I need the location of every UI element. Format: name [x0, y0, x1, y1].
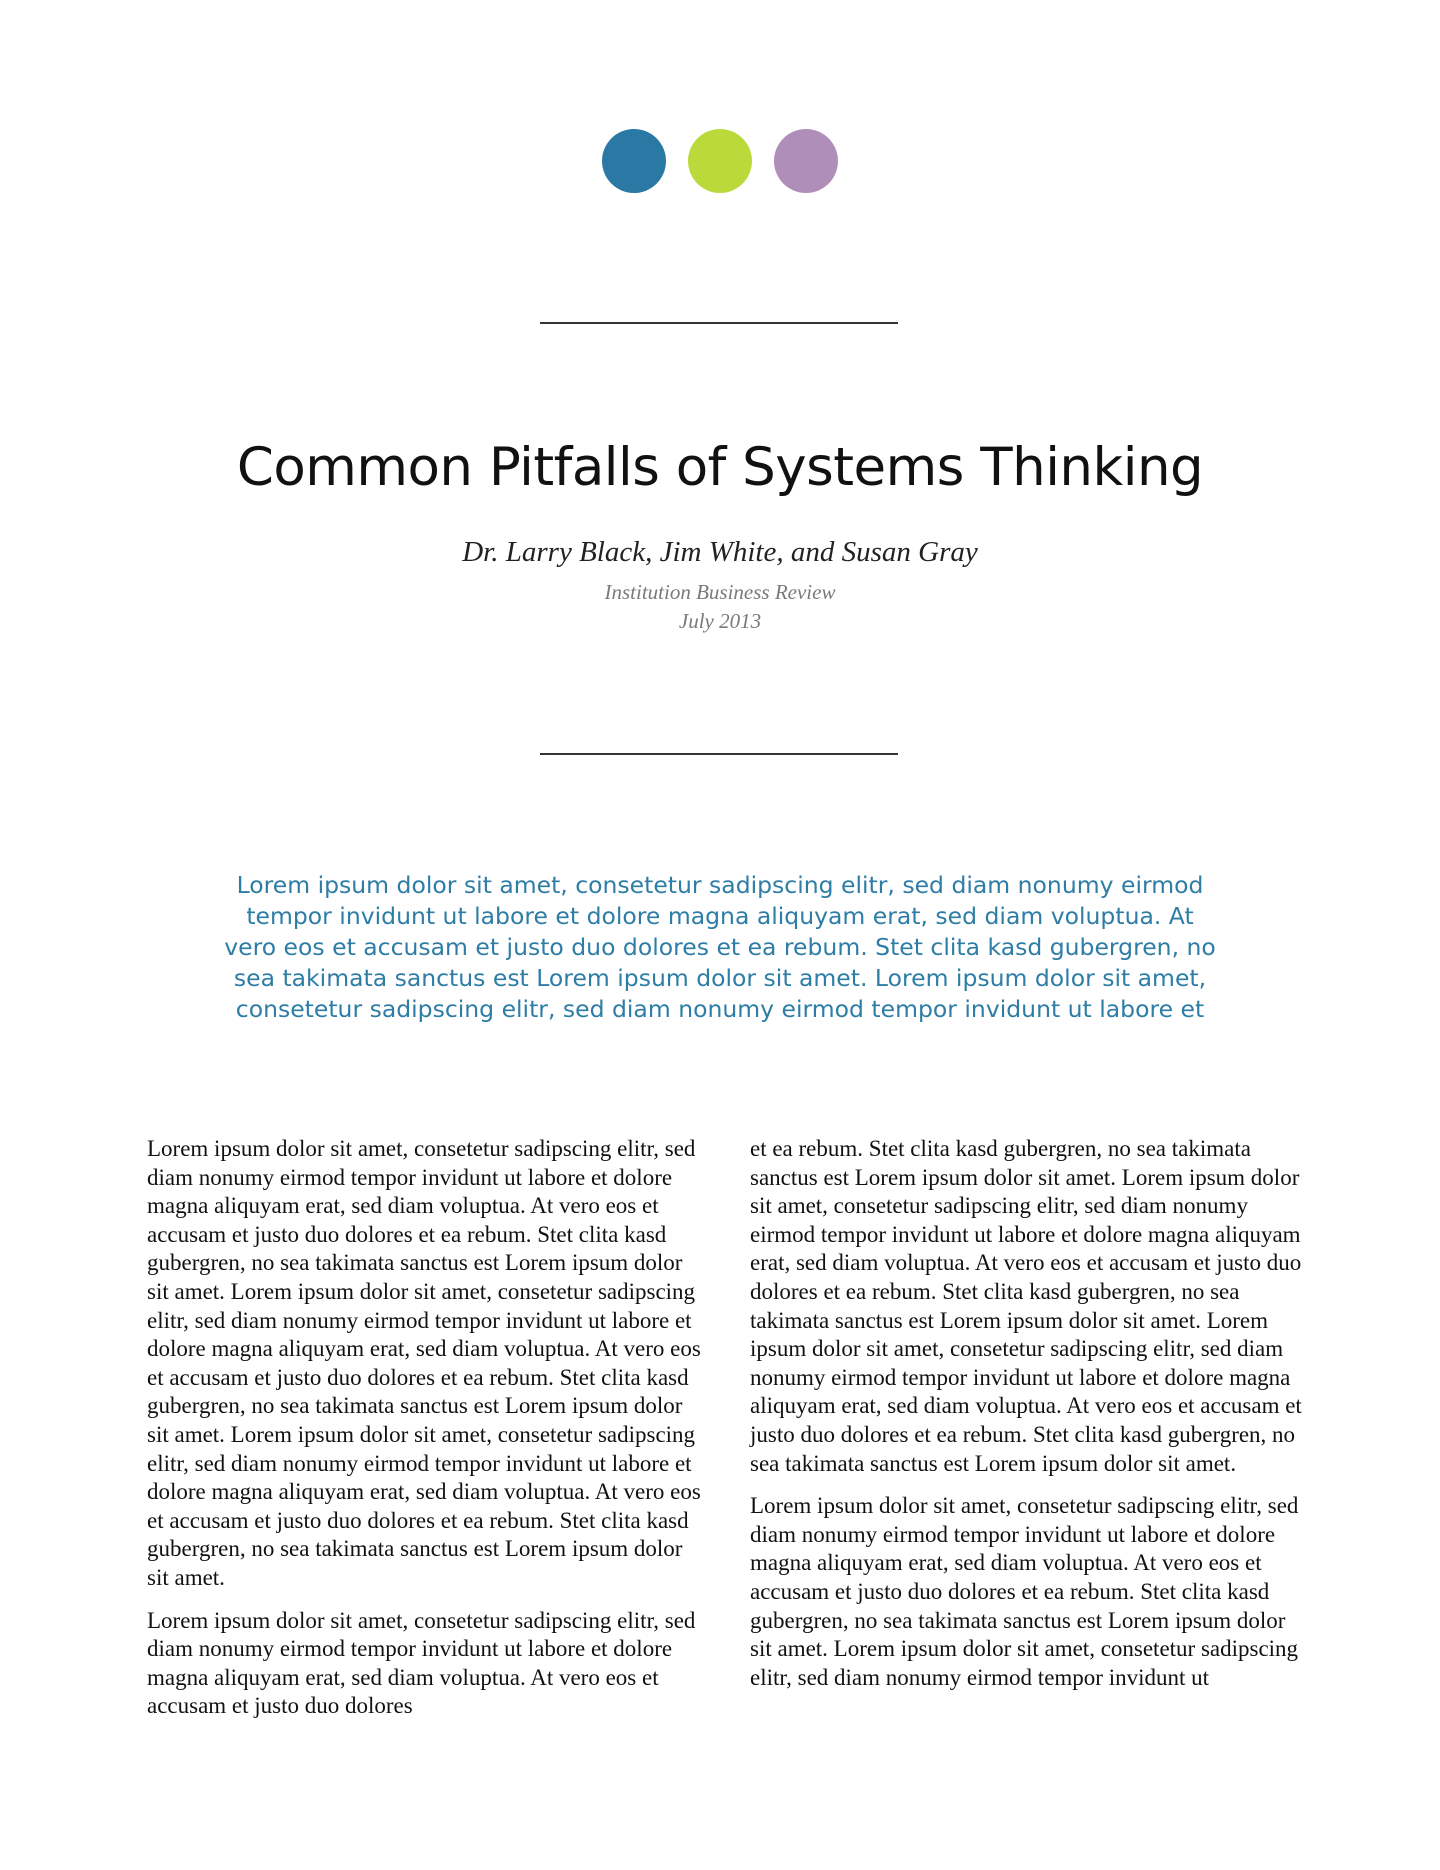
top-divider — [540, 322, 898, 324]
body-columns — [147, 1135, 1307, 1735]
dot-green — [688, 129, 752, 193]
dot-blue — [602, 129, 666, 193]
publication-date: July 2013 — [678, 609, 762, 633]
body-paragraph: Lorem ipsum dolor sit amet, consetetur sadipscing elitr, sed diam nonumy eirmod tempor invidunt ut labore et dolore magna aliquyam erat, sed diam voluptua. At vero eos et accusam et justo duo dolores et ea rebum. Stet clita kasd gubergren, no sea takimata sanctus est Lorem ipsum dolor sit amet. Lorem ipsum dolor sit amet, consetetur sadipscing elitr, sed diam nonumy eirmod tempor invidunt ut labore et dolore magna aliquyam erat, sed diam voluptua. At vero eos et accusam et justo duo dolores et ea rebum. Stet clita kasd gubergren, no sea takimata sanctus est Lorem ipsum dolor sit amet. Lorem ipsum dolor sit amet, consetetur sadipscing elitr, sed diam nonumy eirmod tempor invidunt ut labore et dolore magna aliquyam erat, sed diam voluptua. At vero eos et accusam et justo duo dolores et ea rebum. Stet clita kasd gubergren, no sea takimata sanctus est Lorem ipsum dolor sit amet. — [147, 1136, 701, 1590]
abstract: Lorem ipsum dolor sit amet, consetetur sadipscing elitr, sed diam nonumy eirmod tempor invidunt ut labore et dolore magna aliquyam erat, sed diam voluptua. At vero eos et accusam et justo duo dolores et ea rebum. Stet clita kasd gubergren, no sea takimata sanctus est Lorem ipsum dolor sit amet. Lorem ipsum dolor sit amet, consetetur sadipscing elitr, sed diam nonumy eirmod tempor invidunt ut labore et — [224, 871, 1216, 1023]
right-column — [750, 1135, 1307, 1735]
body-paragraph: Lorem ipsum dolor sit amet, consetetur sadipscing elitr, sed diam nonumy eirmod tempor invidunt ut labore et dolore magna aliquyam erat, sed diam voluptua. At vero eos et accusam et justo duo dolores et ea rebum. Stet clita kasd gubergren, no sea takimata sanctus est Lorem ipsum dolor sit amet. Lorem ipsum dolor sit amet, consetetur sadipscing elitr, sed diam nonumy eirmod tempor invidunt ut — [750, 1493, 1299, 1690]
left-column — [147, 1135, 704, 1735]
brand-dots — [0, 129, 1440, 193]
publication-name: Institution Business Review — [604, 580, 836, 604]
body-paragraph: et ea rebum. Stet clita kasd gubergren, no sea takimata sanctus est Lorem ipsum dolor sit amet. Lorem ipsum dolor sit amet, consetetur sadipscing elitr, sed diam nonumy eirmod tempor invidunt ut labore et dolore magna aliquyam erat, sed diam voluptua. At vero eos et accusam et justo duo dolores et ea rebum. Stet clita kasd gubergren, no sea takimata sanctus est Lorem ipsum dolor sit amet. Lorem ipsum dolor sit amet, consetetur sadipscing elitr, sed diam nonumy eirmod tempor invidunt ut labore et dolore magna aliquyam erat, sed diam voluptua. At vero eos et accusam et justo duo dolores et ea rebum. Stet clita kasd gubergren, no sea takimata sanctus est Lorem ipsum dolor sit amet. — [750, 1136, 1302, 1476]
dot-purple — [774, 129, 838, 193]
author-list: Dr. Larry Black, Jim White, and Susan Gray — [462, 536, 978, 568]
bottom-divider — [540, 753, 898, 755]
body-paragraph: Lorem ipsum dolor sit amet, consetetur sadipscing elitr, sed diam nonumy eirmod tempor invidunt ut labore et dolore magna aliquyam erat, sed diam voluptua. At vero eos et accusam et justo duo dolores — [147, 1607, 696, 1719]
page-title: Common Pitfalls of Systems Thinking — [236, 437, 1204, 498]
